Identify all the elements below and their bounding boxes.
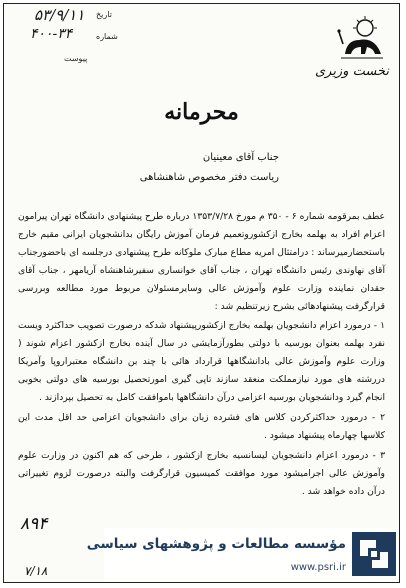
number-label: شماره bbox=[96, 32, 118, 41]
department-name: نخست وزیری bbox=[314, 64, 389, 79]
attachment-label: پیوست bbox=[64, 54, 88, 63]
number-value: ۴۰۰-۳۴ bbox=[30, 26, 73, 42]
watermark-institute: مؤسسه مطالعات و پژوهشهای سیاسی bbox=[86, 536, 346, 552]
body-paragraph: ۱ - درمورد اعزام دانشجویان بهلمه بخارج ازکشورپیشنهاد شدکه درصورت تصویب حداکثرد ویست نفرد بهلمه بعنوان بورسیه با دولتی بطورآزمایشی در سال آینده بخارج ازکشور اعزام شوند ( وزارت علوم وآموزش عالی بادانشگاهها قرارداد هائی با چند بن دانشگاه معتبراروپا وآمریکا دررشته های مورد نیازمملکت منعقد سازند تاپی گیری امورتحصیل بورسیه های دولتی بخوبی انجام گیرد ودانشجویان بورسیه اعزامی درآن دانشگاهها باموافقت کامل به تحصیل بپردازند . bbox=[18, 320, 385, 404]
watermark-banner bbox=[86, 528, 400, 583]
psri-logo-icon bbox=[352, 532, 396, 576]
document-page bbox=[3, 3, 400, 583]
addressee-title: ریاست دفتر مخصوص شاهنشاهی bbox=[139, 172, 279, 183]
handwritten-bottom-note: ۷/۱۸ bbox=[24, 564, 48, 578]
body-paragraph: ۳ - درمورد اعزام دانشجویان لیسانسیه بخارج ازکشور ، طرحی که هم اکنون در وزارت علوم وآموزش عالی اجرامیشود مورد موافقت کمیسیون قرارگرفت والبته درصورت لزوم تغییراتی درآن داده خواهد شد . bbox=[18, 449, 385, 497]
classification-title: محرمانه bbox=[164, 99, 239, 125]
date-label: تاریخ bbox=[96, 10, 112, 19]
letter-body bbox=[18, 208, 385, 503]
lion-and-sun-emblem-icon bbox=[335, 14, 387, 62]
date-value: ۵۳/۹/۱۱ bbox=[34, 6, 85, 24]
body-paragraph: عطف بمرقومه شماره ۶ - ۳۵۰ م مورخ ۱۳۵۳/۷/۲۸ درباره طرح پیشنهادی دانشگاه تهران پیرامون اعزام افراد به بهلمه بخارج ازکشوروتعمیم فرمان آموزش رایگان بدانشجویان ایرانی مقیم خارج باستحضارمیرساند : درامتثال امریه مطاع مبارک ملوکانه طرح پیشنهادی درجلسه ای باحضورجناب آقای نهاوندی رئیس دانشگاه تهران ، جناب آقای خوانساری سفیرشاهنشاه آریامهر ، جناب آقای حقدان نماینده وزارت علوم وآموزش عالی وسایرمسئولان مربوط مورد مطالعه وبررسی قرارگرفت پیشنهادهائی بشرح زیرتنظیم شد : bbox=[18, 211, 385, 312]
addressee-name: جناب آقای معینیان bbox=[202, 152, 279, 163]
body-paragraph: ۲ - درمورد حداکثرکردن کلاس های فشرده زبان برای دانشجویان اعزامی حد اقل مدت این کلاسها چهارماه پیشنهاد میشود . bbox=[18, 411, 385, 441]
handwritten-number: ۸۹۴ bbox=[20, 514, 48, 534]
watermark-url[interactable]: www.psri.ir bbox=[290, 562, 346, 573]
